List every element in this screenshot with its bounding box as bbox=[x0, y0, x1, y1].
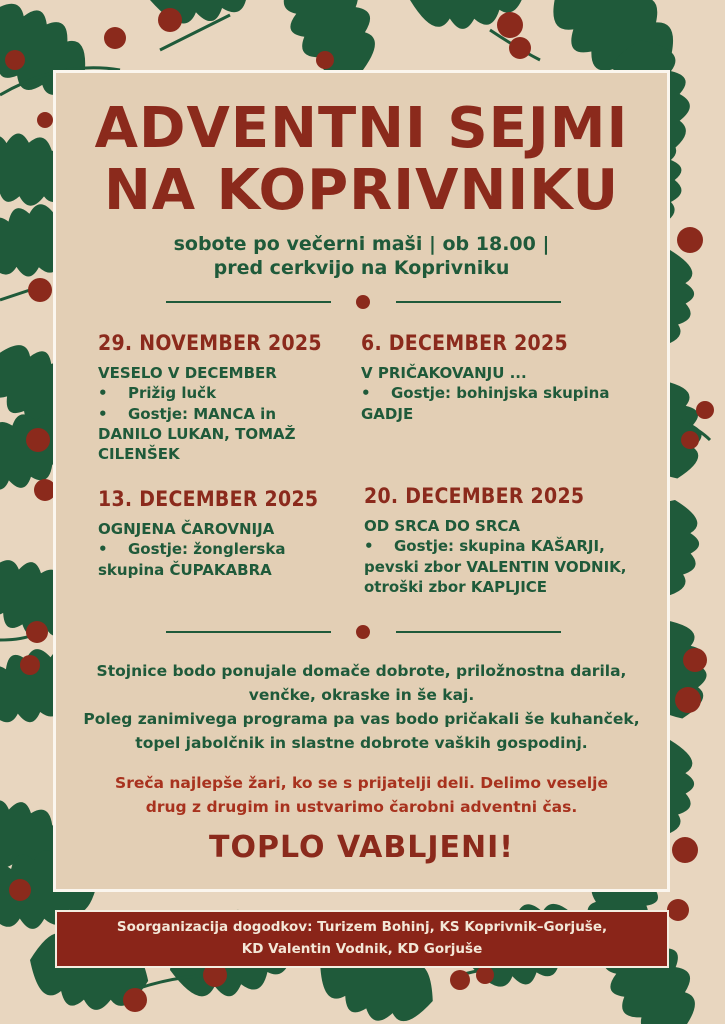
holly-berry bbox=[9, 879, 31, 901]
holly-berry bbox=[26, 621, 48, 643]
market-info: Stojnice bodo ponujale domače dobrote, priložnostna darila, venčke, okraske in še kaj. Poleg zanimivega programa pa vas bodo pričakali še kuhanček, topel jabolčnik in slastne dobrote vaških gospodinj. bbox=[83, 662, 640, 753]
event-item-continuation: GADJE bbox=[361, 404, 414, 423]
poster-panel bbox=[53, 70, 670, 892]
event-1 bbox=[98, 331, 348, 464]
welcome-text: TOPLO VABLJENI! bbox=[209, 830, 514, 865]
holly-berry bbox=[675, 687, 701, 713]
holly-berry bbox=[509, 37, 531, 59]
event-item-continuation: pevski zbor VALENTIN VODNIK, bbox=[364, 557, 627, 576]
holly-berry bbox=[104, 27, 126, 49]
event-item: • Gostje: skupina KAŠARJI, bbox=[364, 537, 605, 556]
holly-berry bbox=[683, 648, 707, 672]
divider-bottom bbox=[166, 625, 561, 639]
event-name: V PRIČAKOVANJU ... bbox=[361, 364, 527, 382]
event-name: OD SRCA DO SRCA bbox=[364, 517, 521, 535]
holly-berry bbox=[672, 837, 698, 863]
advent-quote: Sreča najlepše žari, ko se s prijatelji deli. Delimo veselje drug z drugim in ustvarimo čarobni adventni čas. bbox=[115, 774, 608, 817]
event-date: 13. DECEMBER 2025 bbox=[98, 487, 319, 511]
organizers-line-1: Soorganizacija dogodkov: Turizem Bohinj, KS Koprivnik–Gorjuše, bbox=[116, 919, 608, 935]
holly-berry bbox=[316, 51, 334, 69]
event-item: • Gostje: žonglerska bbox=[98, 540, 286, 559]
event-item-continuation: CILENŠEK bbox=[98, 445, 180, 463]
holly-berry bbox=[26, 428, 50, 452]
holly-berry bbox=[20, 655, 40, 675]
organizers-footer bbox=[55, 910, 669, 968]
event-item: • Gostje: MANCA in bbox=[98, 404, 277, 423]
holly-berry bbox=[158, 8, 182, 32]
holly-berry bbox=[28, 278, 52, 302]
event-item: • Prižig lučk bbox=[98, 384, 217, 403]
event-4 bbox=[364, 484, 654, 597]
holly-berry bbox=[677, 227, 703, 253]
organizers-line-2: KD Valentin Vodnik, KD Gorjuše bbox=[241, 940, 483, 957]
event-name: VESELO V DECEMBER bbox=[98, 364, 277, 382]
schedule-subtitle-line-1: sobote po večerni maši | ob 18.00 | bbox=[173, 233, 550, 255]
poster-title-line-1: ADVENTNI SEJMI bbox=[94, 96, 629, 161]
divider-top bbox=[166, 295, 561, 309]
poster-title-line-2: NA KOPRIVNIKU bbox=[103, 158, 620, 223]
holly-berry bbox=[667, 899, 689, 921]
schedule-subtitle-line-2: pred cerkvijo na Koprivniku bbox=[213, 257, 510, 279]
event-3 bbox=[98, 487, 358, 580]
event-item-continuation: skupina ČUPAKABRA bbox=[98, 560, 272, 579]
holly-berry bbox=[5, 50, 25, 70]
event-date: 6. DECEMBER 2025 bbox=[361, 331, 568, 355]
holly-berry bbox=[696, 401, 714, 419]
event-name: OGNJENA ČAROVNIJA bbox=[98, 520, 275, 538]
holly-berry bbox=[497, 12, 523, 38]
event-item-continuation: otroški zbor KAPLJICE bbox=[364, 577, 548, 596]
holly-berry bbox=[476, 966, 494, 984]
event-date: 20. DECEMBER 2025 bbox=[364, 484, 585, 508]
holly-berry bbox=[123, 988, 147, 1012]
event-date: 29. NOVEMBER 2025 bbox=[98, 331, 322, 355]
event-item: • Gostje: bohinjska skupina bbox=[361, 384, 610, 403]
holly-berry bbox=[450, 970, 470, 990]
holly-berry bbox=[681, 431, 699, 449]
event-2 bbox=[361, 331, 651, 424]
holly-berry bbox=[37, 112, 53, 128]
event-item-continuation: DANILO LUKAN, TOMAŽ bbox=[98, 424, 296, 443]
